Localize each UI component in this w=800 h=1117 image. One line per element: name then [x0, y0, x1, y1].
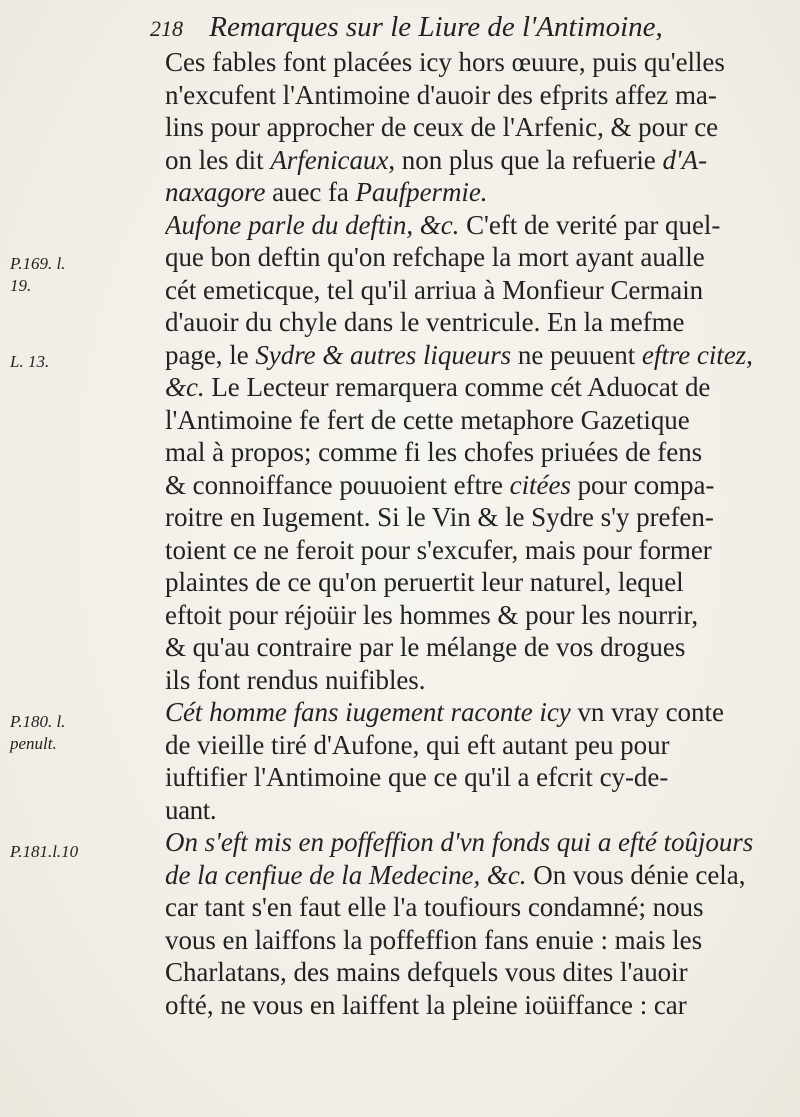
text-run: n'excufent l'Antimoine d'auoir des efprits affez ma-	[165, 79, 717, 110]
text-run: mal à propos; comme fi les chofes priuées de fens	[165, 437, 703, 467]
margin-note: P.181.l.10	[10, 842, 79, 861]
text-run: eftoit pour réjoüir les hommes & pour les nourrir,	[165, 599, 699, 630]
italic-run: d'A-	[662, 144, 708, 175]
text-run: & qu'au contraire par le mélange de vos drogues	[165, 632, 686, 662]
text-line	[165, 859, 785, 892]
text-line	[165, 176, 785, 209]
text-run: cét emeticque, tel qu'il arriua à Monfieur Cermain	[165, 274, 704, 305]
text-line	[165, 631, 785, 664]
italic-run: Arfenicaux	[270, 144, 389, 175]
text-line	[165, 404, 785, 437]
text-line	[165, 79, 785, 112]
text-line	[165, 599, 785, 632]
text-run: page, le	[165, 339, 256, 370]
text-run: vn vray conte	[570, 697, 724, 727]
italic-run: Sydre & autres liqueurs	[255, 339, 512, 370]
text-line	[165, 729, 785, 762]
text-run: on les dit	[165, 144, 271, 175]
text-line	[165, 306, 785, 339]
text-line	[165, 761, 785, 794]
text-line	[165, 956, 785, 989]
text-line	[165, 891, 785, 924]
running-title: Remarques sur le Liure de l'Antimoine,	[209, 11, 663, 43]
italic-run: eftre citez,	[641, 339, 753, 370]
text-run: roitre en Iugement. Si le Vin & le Sydre s'y prefen-	[165, 502, 714, 532]
text-run: ils font rendus nuifibles.	[165, 664, 426, 695]
text-run: plaintes de ce qu'on peruertit leur naturel, lequel	[165, 567, 684, 597]
text-line	[165, 501, 785, 534]
text-line	[165, 111, 785, 144]
running-header	[150, 8, 770, 46]
italic-run: naxagore	[165, 177, 266, 207]
text-line	[165, 371, 785, 404]
text-run: C'eft de verité par quel-	[459, 209, 721, 240]
italic-run: citées	[509, 469, 571, 500]
text-run: lins pour approcher de ceux de l'Arfenic, & pour ce	[165, 112, 719, 142]
text-run: On vous dénie cela,	[526, 859, 746, 890]
text-line	[165, 241, 785, 274]
margin-note: penult.	[10, 734, 57, 753]
text-run: iuftifier l'Antimoine que ce qu'il a efcrit cy-de-	[165, 762, 669, 792]
text-run: Ces fables font placées icy hors œuure, puis qu'elles	[165, 47, 725, 77]
text-run: de vieille tiré d'Aufone, qui eft autant peu pour	[165, 729, 670, 760]
margin-note: P.169. l.	[10, 254, 66, 273]
text-line	[165, 46, 785, 79]
text-line	[165, 696, 785, 729]
text-run: pour compa-	[570, 469, 715, 500]
italic-run: Aufone parle du deftin, &c.	[165, 209, 460, 240]
text-line	[165, 274, 785, 307]
text-run: vous en laiffons la poffeffion fans enuie : mais les	[165, 924, 703, 955]
text-run: uant.	[165, 794, 217, 825]
text-run: car tant s'en faut elle l'a toufiours condamné; nous	[165, 892, 704, 922]
text-line	[165, 144, 785, 177]
page-number: 218	[150, 16, 183, 41]
text-line	[165, 989, 785, 1022]
text-run: d'auoir du chyle dans le ventricule. En la mefme	[165, 307, 685, 337]
italic-run: Paufpermie.	[355, 177, 488, 207]
text-run: ofté, ne vous en laiffent la pleine ioüiffance : car	[165, 989, 687, 1020]
text-line	[165, 436, 785, 469]
text-run: toient ce ne feroit pour s'excufer, mais pour former	[165, 534, 712, 565]
margin-note: 19.	[10, 276, 32, 295]
text-run: l'Antimoine fe fert de cette metaphore Gazetique	[165, 404, 690, 435]
text-run: ne peuuent	[511, 339, 642, 370]
text-line	[165, 534, 785, 567]
italic-run: Cét homme fans iugement raconte icy	[165, 697, 571, 727]
text-line	[165, 566, 785, 599]
text-run: que bon deftin qu'on refchape la mort ayant aualle	[165, 242, 705, 272]
text-run: , non plus que la refuerie	[388, 144, 663, 175]
margin-note: P.180. l.	[10, 712, 66, 731]
margin-note: L. 13.	[10, 352, 50, 371]
text-line	[165, 664, 785, 697]
italic-run: On s'eft mis en poffeffion d'vn fonds qui a efté toûjours	[165, 827, 754, 857]
text-line	[165, 826, 785, 859]
text-run: Le Lecteur remarquera comme cét Aduocat de	[204, 372, 711, 402]
italic-run: de la cenfiue de la Medecine, &c.	[165, 859, 527, 890]
body-text	[165, 46, 785, 1021]
text-line	[165, 469, 785, 502]
italic-run: &c.	[165, 372, 205, 402]
text-run: auec fa	[265, 177, 356, 207]
text-line	[165, 209, 785, 242]
text-line	[165, 924, 785, 957]
text-line	[165, 339, 785, 372]
text-run: Charlatans, des mains defquels vous dites l'auoir	[165, 957, 688, 987]
text-line	[165, 794, 785, 827]
text-run: & connoiffance pouuoient eftre	[165, 469, 510, 500]
